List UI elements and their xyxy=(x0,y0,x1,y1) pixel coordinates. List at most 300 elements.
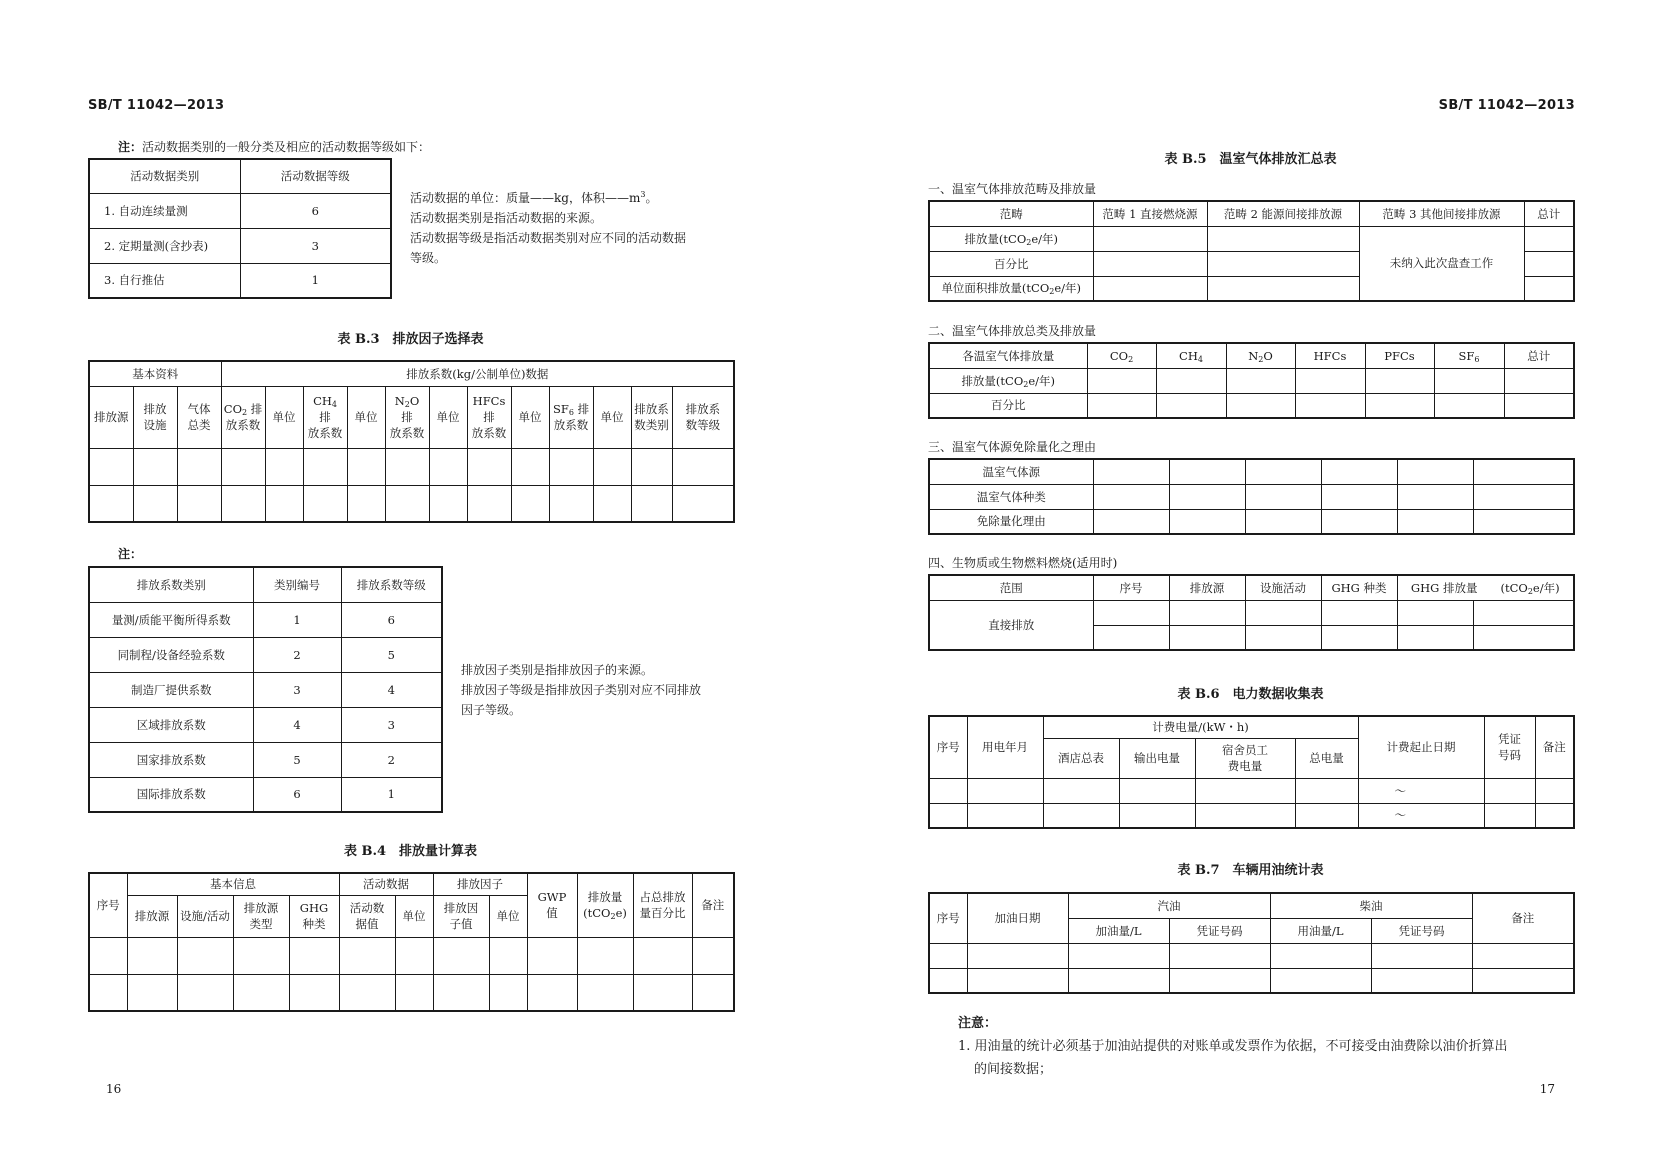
table-cell: 4 xyxy=(341,672,442,707)
header-line: 类型 xyxy=(249,917,273,931)
table-cell: 6 xyxy=(240,193,391,228)
header-cell: 单位 xyxy=(395,895,433,937)
empty-cell[interactable] xyxy=(127,974,177,1011)
table-cell: 5 xyxy=(341,637,442,672)
empty-cell[interactable] xyxy=(1434,368,1504,393)
header-sub: 4 xyxy=(331,400,337,409)
desc-line: 排放因子类别是指排放因子的来源。 xyxy=(461,663,654,677)
header-cell: 计费电量/(kW・h) xyxy=(1043,716,1358,738)
empty-cell[interactable] xyxy=(631,485,672,522)
empty-cell[interactable] xyxy=(395,974,433,1011)
header-cell: 活动数据类别 xyxy=(89,159,240,193)
label-sub: 2 xyxy=(1026,237,1032,247)
header-line: 放系数 xyxy=(553,418,589,432)
empty-cell[interactable] xyxy=(1397,459,1473,484)
empty-cell[interactable] xyxy=(489,974,527,1011)
right-page xyxy=(826,0,1653,1170)
note-text: 活动数据类别的一般分类及相应的活动数据等级如下： xyxy=(142,140,431,154)
empty-cell[interactable] xyxy=(1295,778,1358,803)
table-header-row xyxy=(89,567,442,602)
table-row xyxy=(929,803,1574,828)
empty-cell[interactable] xyxy=(1207,276,1359,301)
empty-cell[interactable] xyxy=(433,974,489,1011)
empty-cell[interactable] xyxy=(1093,276,1207,301)
table-row xyxy=(89,485,734,522)
header-cell: 汽油 xyxy=(1068,893,1270,918)
desc-line: 排放因子等级是指排放因子类别对应不同排放 xyxy=(461,683,702,697)
row-label xyxy=(929,226,1093,251)
empty-cell[interactable] xyxy=(1226,368,1295,393)
empty-cell[interactable] xyxy=(1371,968,1472,993)
empty-cell[interactable] xyxy=(1321,600,1397,625)
empty-cell[interactable] xyxy=(967,943,1068,968)
empty-cell[interactable] xyxy=(467,448,511,485)
empty-cell[interactable] xyxy=(1408,803,1484,828)
empty-cell[interactable] xyxy=(1321,625,1397,650)
header-line: 占总排放 xyxy=(639,890,686,905)
header-cell xyxy=(633,873,692,937)
header-cell xyxy=(385,386,429,448)
header-text: e/年) xyxy=(1532,580,1560,595)
table-row xyxy=(929,968,1574,993)
table-b5-caption: 表 B.5 温室气体排放汇总表 xyxy=(1164,152,1337,167)
table-cell: 4 xyxy=(253,707,341,742)
header-cell xyxy=(1226,343,1295,368)
desc-line xyxy=(410,188,686,208)
empty-cell[interactable] xyxy=(1408,778,1484,803)
table-row xyxy=(89,228,391,263)
empty-cell[interactable] xyxy=(1169,600,1245,625)
empty-cell[interactable] xyxy=(1119,803,1195,828)
table-row xyxy=(929,368,1574,393)
header-cell: 备注 xyxy=(692,873,734,937)
header-cell: 凭证号码 xyxy=(1169,918,1270,943)
empty-cell[interactable] xyxy=(1245,509,1321,534)
empty-cell[interactable] xyxy=(1397,625,1473,650)
empty-cell[interactable] xyxy=(1119,778,1195,803)
empty-cell[interactable] xyxy=(692,974,734,1011)
header-line: 排放因 xyxy=(443,901,479,915)
header-sub: 2 xyxy=(404,400,410,409)
header-line xyxy=(224,401,263,417)
empty-cell[interactable] xyxy=(1195,778,1295,803)
table-row xyxy=(89,193,391,228)
header-cell: PFCs xyxy=(1365,343,1434,368)
header-text: SF xyxy=(552,402,569,416)
label-text: 排放量(tCO xyxy=(964,231,1027,246)
table-row xyxy=(929,393,1574,418)
header-sub: 2 xyxy=(242,408,248,417)
empty-cell[interactable] xyxy=(89,937,127,974)
empty-cell[interactable] xyxy=(289,937,339,974)
header-text: CO xyxy=(223,402,243,416)
header-cell: 酒店总表 xyxy=(1043,738,1119,778)
empty-cell[interactable] xyxy=(347,485,385,522)
empty-cell[interactable] xyxy=(303,485,347,522)
header-cell: HFCs xyxy=(1295,343,1365,368)
header-cell: 单位 xyxy=(593,386,631,448)
header-cell: 范围 xyxy=(929,575,1093,600)
empty-cell[interactable] xyxy=(1207,226,1359,251)
row-label xyxy=(929,276,1093,301)
empty-cell[interactable] xyxy=(511,485,549,522)
empty-cell[interactable] xyxy=(1093,484,1169,509)
empty-cell[interactable] xyxy=(1043,803,1119,828)
empty-cell[interactable] xyxy=(692,937,734,974)
empty-cell[interactable] xyxy=(89,448,133,485)
table-cell: 1 xyxy=(341,777,442,812)
empty-cell[interactable] xyxy=(221,485,265,522)
activity-description xyxy=(410,188,686,268)
empty-cell[interactable] xyxy=(339,937,395,974)
header-line: 数类别 xyxy=(634,418,669,432)
table-b7-caption: 表 B.7 车辆用油统计表 xyxy=(1177,863,1324,878)
empty-cell[interactable] xyxy=(1472,943,1574,968)
label-text: e/年) xyxy=(1054,281,1082,296)
header-cell: 范畴 1 直接燃烧源 xyxy=(1093,201,1207,226)
header-text: SF xyxy=(1458,348,1475,363)
table-b3-caption: 表 B.3 排放因子选择表 xyxy=(337,332,484,347)
header-cell: 凭证号码 xyxy=(1371,918,1472,943)
tilde: ～ xyxy=(1394,783,1407,798)
empty-cell[interactable] xyxy=(1397,484,1473,509)
empty-cell[interactable] xyxy=(549,448,593,485)
table-b5-gas-types xyxy=(928,342,1575,419)
empty-cell[interactable] xyxy=(1535,803,1574,828)
empty-cell[interactable] xyxy=(929,803,967,828)
table-row xyxy=(89,672,442,707)
empty-cell[interactable] xyxy=(672,485,734,522)
empty-cell[interactable] xyxy=(967,803,1043,828)
table-row xyxy=(89,448,734,485)
empty-cell[interactable] xyxy=(1365,393,1434,418)
empty-cell[interactable] xyxy=(289,974,339,1011)
header-text: GHG 排放量 (tCO xyxy=(1410,580,1528,595)
header-cell xyxy=(1195,738,1295,778)
header-line: 据值 xyxy=(355,917,379,931)
empty-cell[interactable] xyxy=(233,974,289,1011)
empty-cell[interactable] xyxy=(127,937,177,974)
empty-cell[interactable] xyxy=(1473,600,1574,625)
header-cell: 排放因子 xyxy=(433,873,527,895)
empty-cell[interactable] xyxy=(1270,968,1371,993)
table-b5-scope xyxy=(928,200,1575,302)
header-cell: 排放源 xyxy=(1169,575,1245,600)
empty-cell[interactable] xyxy=(133,485,177,522)
header-cell xyxy=(289,895,339,937)
header-cell xyxy=(233,895,289,937)
header-cell: 单位 xyxy=(347,386,385,448)
empty-cell[interactable] xyxy=(1484,803,1535,828)
empty-cell[interactable] xyxy=(89,485,133,522)
table-cell: 2 xyxy=(253,637,341,672)
header-cell: 序号 xyxy=(929,893,967,943)
empty-cell[interactable] xyxy=(1087,393,1156,418)
header-cell xyxy=(433,895,489,937)
table-row xyxy=(929,943,1574,968)
empty-cell[interactable] xyxy=(527,974,577,1011)
empty-cell[interactable] xyxy=(633,937,692,974)
header-sub: 2 xyxy=(1128,354,1134,364)
empty-cell[interactable] xyxy=(1093,251,1207,276)
empty-cell[interactable] xyxy=(429,448,467,485)
empty-cell[interactable] xyxy=(967,968,1068,993)
table-row xyxy=(89,937,734,974)
empty-cell[interactable] xyxy=(1195,803,1295,828)
empty-cell[interactable] xyxy=(1245,484,1321,509)
table-row xyxy=(89,974,734,1011)
table-cell: 国家排放系数 xyxy=(89,742,253,777)
header-cell: 排放源 xyxy=(89,386,133,448)
desc-text: 。 xyxy=(645,191,658,205)
header-cell: 加油日期 xyxy=(967,893,1068,943)
empty-cell[interactable] xyxy=(593,448,631,485)
empty-cell[interactable] xyxy=(527,937,577,974)
emission-factor-category-table xyxy=(88,566,443,813)
header-text: N xyxy=(394,394,405,408)
desc-line: 因子等级。 xyxy=(461,703,522,717)
header-cell: 用油量/L xyxy=(1270,918,1371,943)
empty-cell[interactable] xyxy=(1321,484,1397,509)
header-cell: 序号 xyxy=(929,716,967,778)
empty-cell[interactable] xyxy=(339,974,395,1011)
table-cell: 5 xyxy=(253,742,341,777)
empty-cell[interactable] xyxy=(511,448,549,485)
empty-cell[interactable] xyxy=(1484,778,1535,803)
empty-cell[interactable] xyxy=(1169,968,1270,993)
date-range-cell[interactable] xyxy=(1358,803,1408,828)
empty-cell[interactable] xyxy=(929,968,967,993)
table-b6-caption: 表 B.6 电力数据收集表 xyxy=(1177,687,1324,702)
empty-cell[interactable] xyxy=(177,937,233,974)
page-header-code: SB/T 11042—2013 xyxy=(1438,98,1575,113)
header-line: 数等级 xyxy=(685,418,721,432)
factor-description xyxy=(461,660,701,720)
empty-cell[interactable] xyxy=(633,974,692,1011)
table-cell: 2 xyxy=(341,742,442,777)
empty-cell[interactable] xyxy=(1295,368,1365,393)
empty-cell[interactable] xyxy=(1068,943,1169,968)
header-cell: 加油量/L xyxy=(1068,918,1169,943)
empty-cell[interactable] xyxy=(1093,600,1169,625)
header-line: 排放 xyxy=(143,402,167,416)
empty-cell[interactable] xyxy=(89,974,127,1011)
empty-cell[interactable] xyxy=(577,974,633,1011)
empty-cell[interactable] xyxy=(1371,943,1472,968)
header-cell xyxy=(339,895,395,937)
header-line xyxy=(552,401,591,417)
empty-cell[interactable] xyxy=(672,448,734,485)
header-line: 量百分比 xyxy=(639,906,686,921)
table-cell: 1 xyxy=(240,263,391,298)
empty-cell[interactable] xyxy=(429,485,467,522)
empty-cell[interactable] xyxy=(489,937,527,974)
empty-cell[interactable] xyxy=(265,485,303,522)
empty-cell[interactable] xyxy=(1245,459,1321,484)
table-cell: 国际排放系数 xyxy=(89,777,253,812)
header-line: 凭证 xyxy=(1498,732,1522,747)
empty-cell[interactable] xyxy=(1093,625,1169,650)
table-row xyxy=(89,602,442,637)
table-header-row xyxy=(89,159,391,193)
header-cell: 排放系数等级 xyxy=(341,567,442,602)
header-cell: 输出电量 xyxy=(1119,738,1195,778)
empty-cell[interactable] xyxy=(433,937,489,974)
merged-cell: 未纳入此次盘查工作 xyxy=(1359,226,1524,301)
table-b5-exemption xyxy=(928,458,1575,535)
empty-cell[interactable] xyxy=(1093,509,1169,534)
empty-cell[interactable] xyxy=(1245,600,1321,625)
header-cell: 总计 xyxy=(1524,201,1574,226)
empty-cell[interactable] xyxy=(1169,943,1270,968)
table-row xyxy=(89,742,442,777)
table-header-row xyxy=(929,343,1574,368)
header-sub: 4 xyxy=(1197,354,1203,364)
empty-cell[interactable] xyxy=(1087,368,1156,393)
empty-cell[interactable] xyxy=(1169,459,1245,484)
header-line: 设施 xyxy=(143,418,167,432)
table-b7 xyxy=(928,892,1575,994)
desc-line: 活动数据类别是指活动数据的来源。 xyxy=(410,211,603,225)
empty-cell[interactable] xyxy=(1068,968,1169,993)
header-sub: 2 xyxy=(1527,586,1533,596)
header-line: GHG xyxy=(299,901,329,915)
empty-cell[interactable] xyxy=(1524,226,1574,251)
header-line xyxy=(580,905,631,921)
empty-cell[interactable] xyxy=(1504,368,1574,393)
empty-cell[interactable] xyxy=(1321,509,1397,534)
empty-cell[interactable] xyxy=(177,485,221,522)
empty-cell[interactable] xyxy=(549,485,593,522)
table-row xyxy=(929,484,1574,509)
header-cell: 基本资料 xyxy=(89,361,221,386)
table-b6 xyxy=(928,715,1575,829)
table-row xyxy=(929,778,1574,803)
header-cell: 活动数据等级 xyxy=(240,159,391,193)
empty-cell[interactable] xyxy=(1434,393,1504,418)
empty-cell[interactable] xyxy=(347,448,385,485)
empty-cell[interactable] xyxy=(1169,509,1245,534)
empty-cell[interactable] xyxy=(1397,600,1473,625)
label-sub: 2 xyxy=(1023,379,1029,389)
empty-cell[interactable] xyxy=(593,485,631,522)
empty-cell[interactable] xyxy=(1472,968,1574,993)
empty-cell[interactable] xyxy=(1207,251,1359,276)
header-cell: 类别编号 xyxy=(253,567,341,602)
empty-cell[interactable] xyxy=(1365,368,1434,393)
empty-cell[interactable] xyxy=(929,943,967,968)
table-row xyxy=(929,600,1574,625)
empty-cell[interactable] xyxy=(577,937,633,974)
header-cell xyxy=(221,386,265,448)
label-text: 单位面积排放量(tCO xyxy=(941,281,1050,296)
empty-cell[interactable] xyxy=(1473,484,1574,509)
empty-cell[interactable] xyxy=(1473,459,1574,484)
empty-cell[interactable] xyxy=(1473,509,1574,534)
table-cell: 6 xyxy=(253,777,341,812)
header-cell: 总电量 xyxy=(1295,738,1358,778)
header-line xyxy=(388,393,427,425)
empty-cell[interactable] xyxy=(1245,625,1321,650)
desc-line: 等级。 xyxy=(410,251,447,265)
header-text: O xyxy=(1263,348,1273,363)
empty-cell[interactable] xyxy=(1093,226,1207,251)
empty-cell[interactable] xyxy=(1169,484,1245,509)
empty-cell[interactable] xyxy=(1524,276,1574,301)
header-line: 排放系 xyxy=(685,402,721,416)
empty-cell[interactable] xyxy=(1156,393,1226,418)
table-cell: 量测/质能平衡所得系数 xyxy=(89,602,253,637)
left-page xyxy=(0,0,826,1170)
section-title-4: 四、生物质或生物燃料燃烧(适用时) xyxy=(928,556,1118,570)
header-cell: 序号 xyxy=(89,873,127,937)
empty-cell[interactable] xyxy=(1226,393,1295,418)
empty-cell[interactable] xyxy=(1156,368,1226,393)
empty-cell[interactable] xyxy=(1504,393,1574,418)
empty-cell[interactable] xyxy=(1295,393,1365,418)
header-cell xyxy=(303,386,347,448)
empty-cell[interactable] xyxy=(265,448,303,485)
header-cell: 排放系数类别 xyxy=(89,567,253,602)
empty-cell[interactable] xyxy=(967,778,1043,803)
empty-cell[interactable] xyxy=(1093,459,1169,484)
empty-cell[interactable] xyxy=(1043,778,1119,803)
activity-data-table xyxy=(88,158,392,299)
empty-cell[interactable] xyxy=(233,937,289,974)
header-cell: 单位 xyxy=(265,386,303,448)
date-range-cell[interactable] xyxy=(1358,778,1408,803)
empty-cell[interactable] xyxy=(221,448,265,485)
empty-cell[interactable] xyxy=(385,485,429,522)
empty-cell[interactable] xyxy=(395,937,433,974)
header-cell: 序号 xyxy=(1093,575,1169,600)
header-line: 种类 xyxy=(302,917,326,931)
table-group-row xyxy=(929,893,1574,918)
table-header-row xyxy=(89,386,734,448)
caution-label: 注意： xyxy=(958,1016,998,1031)
empty-cell[interactable] xyxy=(467,485,511,522)
empty-cell[interactable] xyxy=(1535,778,1574,803)
header-text: (tCO xyxy=(583,906,611,921)
header-cell xyxy=(177,386,221,448)
empty-cell[interactable] xyxy=(929,778,967,803)
empty-cell[interactable] xyxy=(1270,943,1371,968)
empty-cell[interactable] xyxy=(385,448,429,485)
header-cell: 计费起止日期 xyxy=(1358,716,1484,778)
empty-cell[interactable] xyxy=(303,448,347,485)
header-sub: 6 xyxy=(568,408,574,417)
empty-cell[interactable] xyxy=(1295,803,1358,828)
header-cell: 备注 xyxy=(1472,893,1574,943)
empty-cell[interactable] xyxy=(1524,251,1574,276)
empty-cell[interactable] xyxy=(177,974,233,1011)
header-line: 活动数 xyxy=(349,901,385,915)
empty-cell[interactable] xyxy=(631,448,672,485)
empty-cell[interactable] xyxy=(1473,625,1574,650)
empty-cell[interactable] xyxy=(1397,509,1473,534)
page-header-code: SB/T 11042—2013 xyxy=(88,98,225,113)
header-cell: 备注 xyxy=(1535,716,1574,778)
empty-cell[interactable] xyxy=(1169,625,1245,650)
header-text: CO xyxy=(1109,348,1129,363)
empty-cell[interactable] xyxy=(1321,459,1397,484)
row-label xyxy=(929,368,1087,393)
empty-cell[interactable] xyxy=(133,448,177,485)
header-line: HFCs 排 xyxy=(472,394,506,424)
table-row xyxy=(929,509,1574,534)
row-label: 百分比 xyxy=(929,393,1087,418)
empty-cell[interactable] xyxy=(177,448,221,485)
